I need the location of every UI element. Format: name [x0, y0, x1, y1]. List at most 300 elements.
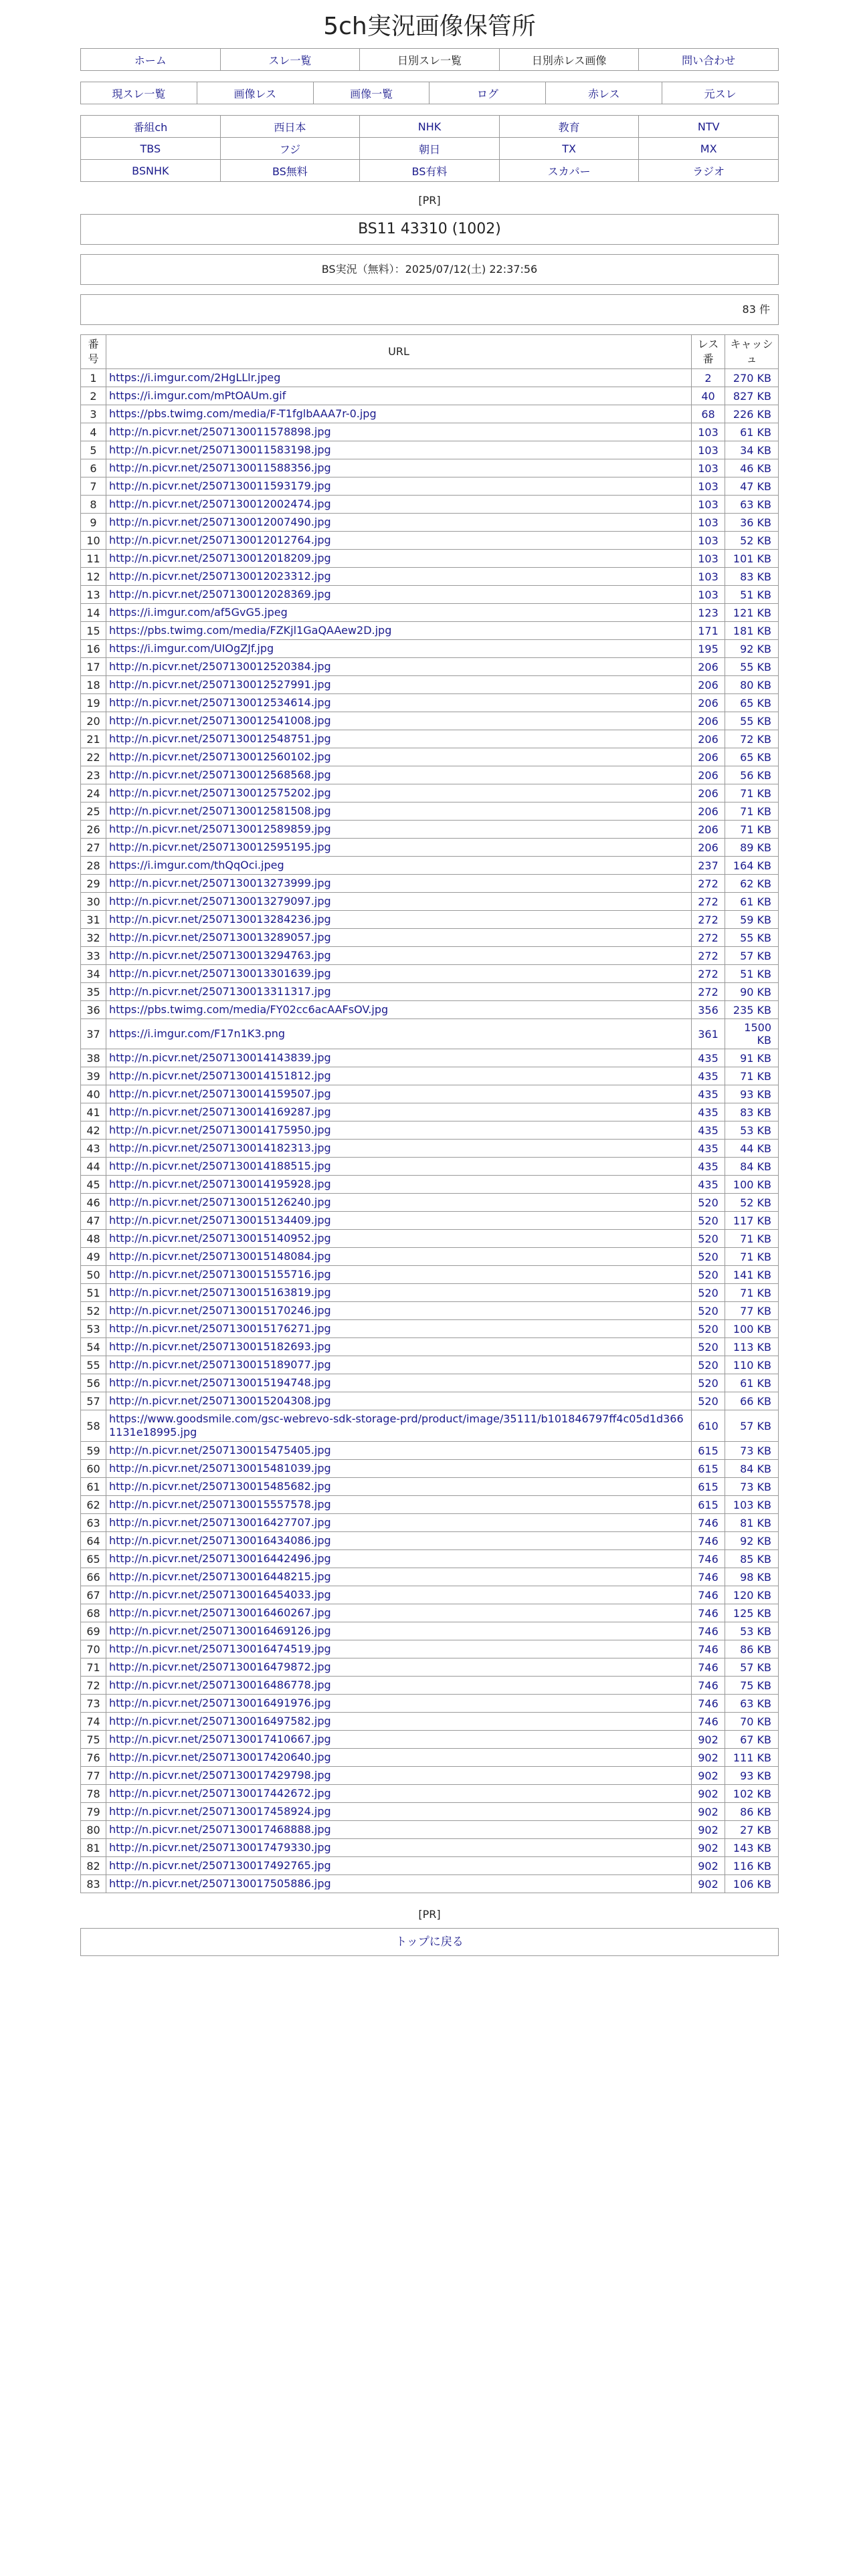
main-nav-cell-0[interactable] [81, 49, 221, 71]
image-url-link[interactable]: http://n.picvr.net/2507130013284236.jpg [109, 913, 331, 926]
res-number-link[interactable]: 902 [698, 1751, 719, 1764]
cache-size-link[interactable]: 77 KB [740, 1304, 771, 1317]
res-number-link[interactable]: 520 [698, 1196, 719, 1209]
cache-size-link[interactable]: 89 KB [740, 841, 771, 854]
row-number: 53 [81, 1320, 106, 1338]
res-number-link[interactable]: 902 [698, 1841, 719, 1854]
cache-size-link[interactable]: 92 KB [740, 1534, 771, 1547]
cache-size-link[interactable]: 93 KB [740, 1087, 771, 1101]
image-url-link[interactable]: http://n.picvr.net/2507130012028369.jpg [109, 588, 331, 601]
cache-size-link[interactable]: 80 KB [740, 678, 771, 691]
image-url-link[interactable]: http://n.picvr.net/2507130016460267.jpg [109, 1606, 331, 1619]
channel-link[interactable]: ラジオ [692, 165, 725, 178]
image-url-link[interactable]: http://n.picvr.net/2507130016491976.jpg [109, 1697, 331, 1709]
image-url-link[interactable]: http://n.picvr.net/2507130017505886.jpg [109, 1877, 331, 1890]
channel-link[interactable]: 西日本 [274, 120, 306, 134]
cache-size-link[interactable]: 71 KB [740, 1069, 771, 1083]
table-row [81, 730, 779, 748]
res-number-link[interactable]: 746 [698, 1679, 719, 1692]
cache-size-link[interactable]: 56 KB [740, 768, 771, 782]
cache-size-link[interactable]: 110 KB [733, 1358, 771, 1372]
res-number-link[interactable]: 361 [698, 1027, 719, 1041]
res-number-link[interactable]: 520 [698, 1250, 719, 1263]
image-url-link[interactable]: http://n.picvr.net/2507130016442496.jpg [109, 1552, 331, 1565]
image-url-link[interactable]: http://n.picvr.net/2507130012568568.jpg [109, 768, 331, 781]
channel-nav-cell[interactable] [81, 138, 221, 160]
cache-size-link[interactable]: 71 KB [740, 786, 771, 800]
cache-size-link[interactable]: 61 KB [740, 895, 771, 908]
channel-link[interactable]: MX [700, 142, 717, 155]
cache-size-link[interactable]: 100 KB [733, 1178, 771, 1191]
image-url-link[interactable]: http://n.picvr.net/2507130015170246.jpg [109, 1304, 331, 1317]
res-number-link[interactable]: 195 [698, 642, 719, 655]
image-url-link[interactable]: http://n.picvr.net/2507130014188515.jpg [109, 1160, 331, 1172]
image-url-link[interactable]: http://n.picvr.net/2507130015194748.jpg [109, 1376, 331, 1389]
res-number-link[interactable]: 356 [698, 1003, 719, 1016]
res-number-link[interactable]: 520 [698, 1394, 719, 1408]
image-url-link[interactable]: http://n.picvr.net/2507130012002474.jpg [109, 498, 331, 510]
res-number-link[interactable]: 103 [698, 516, 719, 529]
channel-nav-cell[interactable] [360, 138, 500, 160]
cache-size-link[interactable]: 121 KB [733, 606, 771, 619]
channel-nav-cell[interactable] [220, 138, 360, 160]
res-number-link[interactable]: 902 [698, 1877, 719, 1891]
res-number-link[interactable]: 272 [698, 949, 719, 962]
image-url-link[interactable]: http://n.picvr.net/2507130013273999.jpg [109, 877, 331, 889]
channel-link[interactable]: TX [562, 142, 576, 155]
cache-size-link[interactable]: 827 KB [733, 389, 771, 403]
channel-link[interactable]: フジ [279, 142, 301, 156]
res-number-link[interactable]: 103 [698, 443, 719, 457]
image-url-link[interactable]: http://n.picvr.net/2507130015155716.jpg [109, 1268, 331, 1281]
channel-link[interactable]: BSNHK [132, 164, 169, 177]
res-number-link[interactable]: 103 [698, 552, 719, 565]
thread-nav-link-2[interactable]: 画像一覧 [350, 87, 393, 100]
image-url-link[interactable]: http://n.picvr.net/2507130013294763.jpg [109, 949, 331, 962]
image-url-link[interactable]: http://n.picvr.net/2507130015485682.jpg [109, 1480, 331, 1493]
channel-link[interactable]: 教育 [558, 120, 580, 134]
res-number-link[interactable]: 902 [698, 1859, 719, 1872]
res-number-link[interactable]: 746 [698, 1516, 719, 1529]
image-url-link[interactable]: http://n.picvr.net/2507130014195928.jpg [109, 1178, 331, 1190]
res-number-link[interactable]: 902 [698, 1733, 719, 1746]
res-number-link[interactable]: 902 [698, 1787, 719, 1800]
image-url-link[interactable]: https://www.goodsmile.com/gsc-webrevo-sdk-storage-prd/product/image/35111/b101846797ff4c05d1d3661131e18995.jpg [109, 1412, 684, 1438]
image-url-link[interactable]: http://n.picvr.net/2507130012589859.jpg [109, 823, 331, 835]
cache-size-link[interactable]: 51 KB [740, 967, 771, 980]
cache-size-link[interactable]: 85 KB [740, 1552, 771, 1566]
channel-link[interactable]: スカパー [547, 165, 591, 178]
res-number-link[interactable]: 206 [698, 786, 719, 800]
cache-size-link[interactable]: 90 KB [740, 985, 771, 998]
channel-link[interactable]: BS無料 [272, 165, 308, 178]
res-number-link[interactable]: 435 [698, 1105, 719, 1119]
main-nav-cell-1[interactable] [220, 49, 360, 71]
cache-size-link[interactable]: 91 KB [740, 1051, 771, 1065]
image-url-link[interactable]: http://n.picvr.net/2507130011583198.jpg [109, 443, 331, 456]
channel-nav-cell[interactable] [220, 116, 360, 138]
cache-size-link[interactable]: 81 KB [740, 1516, 771, 1529]
res-number-link[interactable]: 610 [698, 1419, 719, 1432]
res-number-link[interactable]: 615 [698, 1498, 719, 1511]
res-number-link[interactable]: 171 [698, 624, 719, 637]
thread-nav-link-0[interactable]: 現スレ一覧 [112, 87, 166, 100]
cache-size-link[interactable]: 83 KB [740, 1105, 771, 1119]
thread-nav-link-4[interactable]: 赤レス [587, 87, 620, 100]
res-number-link[interactable]: 103 [698, 498, 719, 511]
thread-nav-cell-5[interactable] [662, 82, 779, 104]
res-number-link[interactable]: 206 [698, 804, 719, 818]
image-url-link[interactable]: http://n.picvr.net/2507130014182313.jpg [109, 1142, 331, 1154]
cache-size-link[interactable]: 52 KB [740, 534, 771, 547]
cache-size-link[interactable]: 92 KB [740, 642, 771, 655]
res-number-link[interactable]: 746 [698, 1697, 719, 1710]
res-number-link[interactable]: 902 [698, 1805, 719, 1818]
res-number-link[interactable]: 68 [701, 407, 715, 421]
res-number-link[interactable]: 40 [701, 389, 715, 403]
res-number-link[interactable]: 272 [698, 931, 719, 944]
res-number-link[interactable]: 435 [698, 1178, 719, 1191]
channel-nav-cell[interactable] [639, 160, 779, 182]
image-url-link[interactable]: http://n.picvr.net/2507130017410667.jpg [109, 1733, 331, 1745]
cache-size-link[interactable]: 71 KB [740, 1250, 771, 1263]
res-number-link[interactable]: 520 [698, 1304, 719, 1317]
res-number-link[interactable]: 746 [698, 1606, 719, 1620]
res-number-link[interactable]: 206 [698, 750, 719, 764]
main-nav-link-4[interactable]: 問い合わせ [682, 53, 736, 67]
image-url-link[interactable]: http://n.picvr.net/2507130013279097.jpg [109, 895, 331, 907]
cache-size-link[interactable]: 103 KB [733, 1498, 771, 1511]
res-number-link[interactable]: 435 [698, 1087, 719, 1101]
cache-size-link[interactable]: 1500 KB [744, 1021, 771, 1047]
image-url-link[interactable]: http://n.picvr.net/2507130012534614.jpg [109, 696, 331, 709]
image-url-link[interactable]: http://n.picvr.net/2507130015163819.jpg [109, 1286, 331, 1299]
cache-size-link[interactable]: 125 KB [733, 1606, 771, 1620]
image-url-link[interactable]: http://n.picvr.net/2507130015148084.jpg [109, 1250, 331, 1263]
res-number-link[interactable]: 237 [698, 859, 719, 872]
thread-nav-cell-2[interactable] [313, 82, 430, 104]
cache-size-link[interactable]: 57 KB [740, 1660, 771, 1674]
cache-size-link[interactable]: 111 KB [733, 1751, 771, 1764]
image-url-link[interactable]: http://n.picvr.net/2507130011588356.jpg [109, 461, 331, 474]
cache-size-link[interactable]: 53 KB [740, 1123, 771, 1137]
image-url-link[interactable]: http://n.picvr.net/2507130011578898.jpg [109, 425, 331, 438]
cache-size-link[interactable]: 120 KB [733, 1588, 771, 1602]
cache-size-link[interactable]: 55 KB [740, 931, 771, 944]
image-url-link[interactable]: https://i.imgur.com/2HgLLlr.jpeg [109, 371, 281, 384]
cache-size-link[interactable]: 98 KB [740, 1570, 771, 1584]
cache-size-link[interactable]: 52 KB [740, 1196, 771, 1209]
cache-size-link[interactable]: 34 KB [740, 443, 771, 457]
cache-size-link[interactable]: 62 KB [740, 877, 771, 890]
res-number-link[interactable]: 206 [698, 768, 719, 782]
image-url-link[interactable]: https://pbs.twimg.com/media/FY02cc6acAAFsOV.jpg [109, 1003, 389, 1016]
image-url-link[interactable]: http://n.picvr.net/2507130015475405.jpg [109, 1444, 331, 1457]
res-number-link[interactable]: 123 [698, 606, 719, 619]
cache-size-link[interactable]: 70 KB [740, 1715, 771, 1728]
image-url-link[interactable]: http://n.picvr.net/2507130014159507.jpg [109, 1087, 331, 1100]
cache-size-link[interactable]: 235 KB [733, 1003, 771, 1016]
cache-size-link[interactable]: 65 KB [740, 696, 771, 710]
channel-nav-cell[interactable] [220, 160, 360, 182]
res-number-link[interactable]: 206 [698, 732, 719, 746]
cache-size-link[interactable]: 44 KB [740, 1142, 771, 1155]
image-url-link[interactable]: http://n.picvr.net/2507130016479872.jpg [109, 1660, 331, 1673]
res-number-link[interactable]: 520 [698, 1268, 719, 1281]
image-url-link[interactable]: http://n.picvr.net/2507130016486778.jpg [109, 1679, 331, 1691]
res-number-link[interactable]: 520 [698, 1214, 719, 1227]
image-url-link[interactable]: http://n.picvr.net/2507130011593179.jpg [109, 479, 331, 492]
image-url-link[interactable]: http://n.picvr.net/2507130013301639.jpg [109, 967, 331, 980]
image-url-link[interactable]: https://i.imgur.com/UIOgZJf.jpg [109, 642, 274, 655]
image-url-link[interactable]: http://n.picvr.net/2507130012527991.jpg [109, 678, 331, 691]
channel-link[interactable]: TBS [140, 142, 161, 155]
channel-nav-cell[interactable] [499, 138, 639, 160]
cache-size-link[interactable]: 116 KB [733, 1859, 771, 1872]
cache-size-link[interactable]: 55 KB [740, 660, 771, 673]
res-number-link[interactable]: 103 [698, 570, 719, 583]
cache-size-link[interactable]: 59 KB [740, 913, 771, 926]
res-number-link[interactable]: 206 [698, 696, 719, 710]
cache-size-link[interactable]: 86 KB [740, 1642, 771, 1656]
image-url-link[interactable]: http://n.picvr.net/2507130012023312.jpg [109, 570, 331, 582]
image-url-link[interactable]: http://n.picvr.net/2507130017458924.jpg [109, 1805, 331, 1818]
image-url-link[interactable]: http://n.picvr.net/2507130016469126.jpg [109, 1624, 331, 1637]
main-nav-cell-4[interactable] [639, 49, 779, 71]
cache-size-link[interactable]: 73 KB [740, 1480, 771, 1493]
cache-size-link[interactable]: 226 KB [733, 407, 771, 421]
cache-size-link[interactable]: 66 KB [740, 1394, 771, 1408]
res-number-link[interactable]: 435 [698, 1142, 719, 1155]
res-number-link[interactable]: 103 [698, 425, 719, 439]
channel-nav-cell[interactable] [360, 116, 500, 138]
image-url-link[interactable]: https://i.imgur.com/F17n1K3.png [109, 1027, 286, 1040]
cache-size-link[interactable]: 75 KB [740, 1679, 771, 1692]
res-number-link[interactable]: 2 [704, 371, 712, 385]
image-url-link[interactable]: https://pbs.twimg.com/media/FZKjl1GaQAAew2D.jpg [109, 624, 392, 637]
image-url-link[interactable]: http://n.picvr.net/2507130014143839.jpg [109, 1051, 331, 1064]
res-number-link[interactable]: 103 [698, 534, 719, 547]
cache-size-link[interactable]: 71 KB [740, 804, 771, 818]
res-number-link[interactable]: 746 [698, 1642, 719, 1656]
res-number-link[interactable]: 615 [698, 1462, 719, 1475]
image-url-link[interactable]: http://n.picvr.net/2507130016454033.jpg [109, 1588, 331, 1601]
cache-size-link[interactable]: 102 KB [733, 1787, 771, 1800]
channel-link[interactable]: NHK [417, 120, 442, 133]
res-number-link[interactable]: 615 [698, 1480, 719, 1493]
channel-link[interactable]: NTV [697, 120, 720, 133]
cache-size-link[interactable]: 141 KB [733, 1268, 771, 1281]
main-nav-link-0[interactable]: ホーム [134, 53, 167, 67]
image-url-link[interactable]: http://n.picvr.net/2507130012560102.jpg [109, 750, 331, 763]
cache-size-link[interactable]: 113 KB [733, 1340, 771, 1354]
cache-size-link[interactable]: 61 KB [740, 425, 771, 439]
image-url-link[interactable]: http://n.picvr.net/2507130015134409.jpg [109, 1214, 331, 1226]
res-number-link[interactable]: 272 [698, 985, 719, 998]
image-url-link[interactable]: http://n.picvr.net/2507130015126240.jpg [109, 1196, 331, 1208]
cache-size-link[interactable]: 51 KB [740, 588, 771, 601]
res-number-link[interactable]: 902 [698, 1769, 719, 1782]
image-url-link[interactable]: http://n.picvr.net/2507130015189077.jpg [109, 1358, 331, 1371]
cache-size-link[interactable]: 106 KB [733, 1877, 771, 1891]
image-url-link[interactable]: http://n.picvr.net/2507130017429798.jpg [109, 1769, 331, 1782]
image-url-link[interactable]: https://i.imgur.com/mPtOAUm.gif [109, 389, 286, 402]
res-number-link[interactable]: 272 [698, 895, 719, 908]
image-url-link[interactable]: http://n.picvr.net/2507130014151812.jpg [109, 1069, 331, 1082]
image-url-link[interactable]: http://n.picvr.net/2507130014175950.jpg [109, 1123, 331, 1136]
image-url-link[interactable]: http://n.picvr.net/2507130016427707.jpg [109, 1516, 331, 1529]
res-number-link[interactable]: 746 [698, 1588, 719, 1602]
cache-size-link[interactable]: 71 KB [740, 1286, 771, 1299]
res-number-link[interactable]: 615 [698, 1444, 719, 1457]
res-number-link[interactable]: 746 [698, 1715, 719, 1728]
image-url-link[interactable]: http://n.picvr.net/2507130012548751.jpg [109, 732, 331, 745]
cache-size-link[interactable]: 27 KB [740, 1823, 771, 1836]
channel-link[interactable]: 番組ch [133, 120, 168, 134]
res-number-link[interactable]: 272 [698, 967, 719, 980]
image-url-link[interactable]: http://n.picvr.net/2507130013289057.jpg [109, 931, 331, 944]
res-number-link[interactable]: 746 [698, 1660, 719, 1674]
cache-size-link[interactable]: 83 KB [740, 570, 771, 583]
image-url-link[interactable]: http://n.picvr.net/2507130012581508.jpg [109, 804, 331, 817]
res-number-link[interactable]: 435 [698, 1051, 719, 1065]
image-url-link[interactable]: https://i.imgur.com/thQqOci.jpeg [109, 859, 284, 871]
image-url-link[interactable]: http://n.picvr.net/2507130015481039.jpg [109, 1462, 331, 1475]
res-number-link[interactable]: 206 [698, 841, 719, 854]
image-url-link[interactable]: http://n.picvr.net/2507130012018209.jpg [109, 552, 331, 564]
thread-nav-link-5[interactable]: 元スレ [704, 87, 737, 100]
res-number-link[interactable]: 746 [698, 1552, 719, 1566]
image-url-link[interactable]: http://n.picvr.net/2507130015182693.jpg [109, 1340, 331, 1353]
res-number-link[interactable]: 520 [698, 1232, 719, 1245]
cache-size-link[interactable]: 36 KB [740, 516, 771, 529]
res-number-link[interactable]: 206 [698, 660, 719, 673]
cache-size-link[interactable]: 65 KB [740, 750, 771, 764]
cache-size-link[interactable]: 143 KB [733, 1841, 771, 1854]
image-url-link[interactable]: http://n.picvr.net/2507130012595195.jpg [109, 841, 331, 853]
res-number-link[interactable]: 206 [698, 678, 719, 691]
channel-nav-cell[interactable] [639, 116, 779, 138]
cache-size-link[interactable]: 55 KB [740, 714, 771, 728]
image-url-link[interactable]: http://n.picvr.net/2507130017442672.jpg [109, 1787, 331, 1800]
channel-link[interactable]: 朝日 [418, 142, 440, 156]
res-number-link[interactable]: 435 [698, 1123, 719, 1137]
cache-size-link[interactable]: 117 KB [733, 1214, 771, 1227]
thread-nav-link-1[interactable]: 画像レス [233, 87, 276, 100]
res-number-link[interactable]: 103 [698, 588, 719, 601]
channel-nav-cell[interactable] [81, 160, 221, 182]
res-number-link[interactable]: 435 [698, 1160, 719, 1173]
cache-size-link[interactable]: 46 KB [740, 461, 771, 475]
cache-size-link[interactable]: 270 KB [733, 371, 771, 385]
image-url-link[interactable]: https://pbs.twimg.com/media/F-T1fglbAAA7r-0.jpg [109, 407, 377, 420]
cache-size-link[interactable]: 86 KB [740, 1805, 771, 1818]
cache-size-link[interactable]: 71 KB [740, 823, 771, 836]
thread-nav-cell-1[interactable] [197, 82, 313, 104]
res-number-link[interactable]: 902 [698, 1823, 719, 1836]
image-url-link[interactable]: http://n.picvr.net/2507130016497582.jpg [109, 1715, 331, 1727]
cache-size-link[interactable]: 100 KB [733, 1322, 771, 1335]
cache-size-link[interactable]: 164 KB [733, 859, 771, 872]
cache-size-link[interactable]: 73 KB [740, 1444, 771, 1457]
res-number-link[interactable]: 272 [698, 913, 719, 926]
image-url-link[interactable]: https://i.imgur.com/af5GvG5.jpeg [109, 606, 288, 619]
cache-size-link[interactable]: 53 KB [740, 1624, 771, 1638]
image-url-link[interactable]: http://n.picvr.net/2507130017420640.jpg [109, 1751, 331, 1763]
thread-nav-cell-3[interactable] [430, 82, 546, 104]
cache-size-link[interactable]: 71 KB [740, 1232, 771, 1245]
channel-nav-cell[interactable] [81, 116, 221, 138]
cache-size-link[interactable]: 57 KB [740, 1419, 771, 1432]
cache-size-link[interactable]: 93 KB [740, 1769, 771, 1782]
image-url-link[interactable]: http://n.picvr.net/2507130017479330.jpg [109, 1841, 331, 1854]
image-url-link[interactable]: http://n.picvr.net/2507130017468888.jpg [109, 1823, 331, 1836]
res-number-link[interactable]: 435 [698, 1069, 719, 1083]
image-url-link[interactable]: http://n.picvr.net/2507130012012764.jpg [109, 534, 331, 546]
channel-nav-cell[interactable] [499, 116, 639, 138]
cache-size-link[interactable]: 84 KB [740, 1462, 771, 1475]
image-url-link[interactable]: http://n.picvr.net/2507130016474519.jpg [109, 1642, 331, 1655]
channel-link[interactable]: BS有料 [411, 165, 448, 178]
res-number-link[interactable]: 746 [698, 1570, 719, 1584]
thread-nav-cell-4[interactable] [546, 82, 662, 104]
res-number-link[interactable]: 520 [698, 1286, 719, 1299]
res-number-link[interactable]: 103 [698, 479, 719, 493]
cache-size-link[interactable]: 57 KB [740, 949, 771, 962]
res-number-link[interactable]: 746 [698, 1534, 719, 1547]
res-number-link[interactable]: 520 [698, 1376, 719, 1390]
back-to-top-link[interactable]: トップに戻る [395, 1935, 464, 1949]
res-number-link[interactable]: 103 [698, 461, 719, 475]
cache-size-link[interactable]: 67 KB [740, 1733, 771, 1746]
thread-nav-cell-0[interactable] [81, 82, 197, 104]
main-nav-link-1[interactable]: スレ一覧 [268, 53, 312, 67]
image-url-link[interactable]: http://n.picvr.net/2507130015204308.jpg [109, 1394, 331, 1407]
channel-nav-cell[interactable] [360, 160, 500, 182]
image-url-link[interactable]: http://n.picvr.net/2507130012575202.jpg [109, 786, 331, 799]
image-url-link[interactable]: http://n.picvr.net/2507130016448215.jpg [109, 1570, 331, 1583]
image-url-link[interactable]: http://n.picvr.net/2507130015557578.jpg [109, 1498, 331, 1511]
image-url-link[interactable]: http://n.picvr.net/2507130016434086.jpg [109, 1534, 331, 1547]
res-number-link[interactable]: 206 [698, 823, 719, 836]
thread-nav-link-3[interactable]: ログ [476, 87, 498, 100]
cache-size-link[interactable]: 101 KB [733, 552, 771, 565]
image-url-link[interactable]: http://n.picvr.net/2507130012541008.jpg [109, 714, 331, 727]
image-url-link[interactable]: http://n.picvr.net/2507130014169287.jpg [109, 1105, 331, 1118]
cache-size-link[interactable]: 61 KB [740, 1376, 771, 1390]
res-number-link[interactable]: 520 [698, 1322, 719, 1335]
cache-size-link[interactable]: 181 KB [733, 624, 771, 637]
res-number-link[interactable]: 746 [698, 1624, 719, 1638]
image-url-link[interactable]: http://n.picvr.net/2507130015140952.jpg [109, 1232, 331, 1245]
image-url-link[interactable]: http://n.picvr.net/2507130015176271.jpg [109, 1322, 331, 1335]
cache-size-link[interactable]: 63 KB [740, 498, 771, 511]
image-url-link[interactable]: http://n.picvr.net/2507130012520384.jpg [109, 660, 331, 673]
cache-size-link[interactable]: 47 KB [740, 479, 771, 493]
channel-nav-cell[interactable] [639, 138, 779, 160]
res-number-link[interactable]: 272 [698, 877, 719, 890]
image-url-link[interactable]: http://n.picvr.net/2507130012007490.jpg [109, 516, 331, 528]
cache-size-link[interactable]: 63 KB [740, 1697, 771, 1710]
res-number-link[interactable]: 206 [698, 714, 719, 728]
image-url-link[interactable]: http://n.picvr.net/2507130017492765.jpg [109, 1859, 331, 1872]
res-number-link[interactable]: 520 [698, 1358, 719, 1372]
channel-nav-cell[interactable] [499, 160, 639, 182]
res-number-link[interactable]: 520 [698, 1340, 719, 1354]
cache-size-link[interactable]: 84 KB [740, 1160, 771, 1173]
image-url-link[interactable]: http://n.picvr.net/2507130013311317.jpg [109, 985, 331, 998]
cache-size-link[interactable]: 72 KB [740, 732, 771, 746]
